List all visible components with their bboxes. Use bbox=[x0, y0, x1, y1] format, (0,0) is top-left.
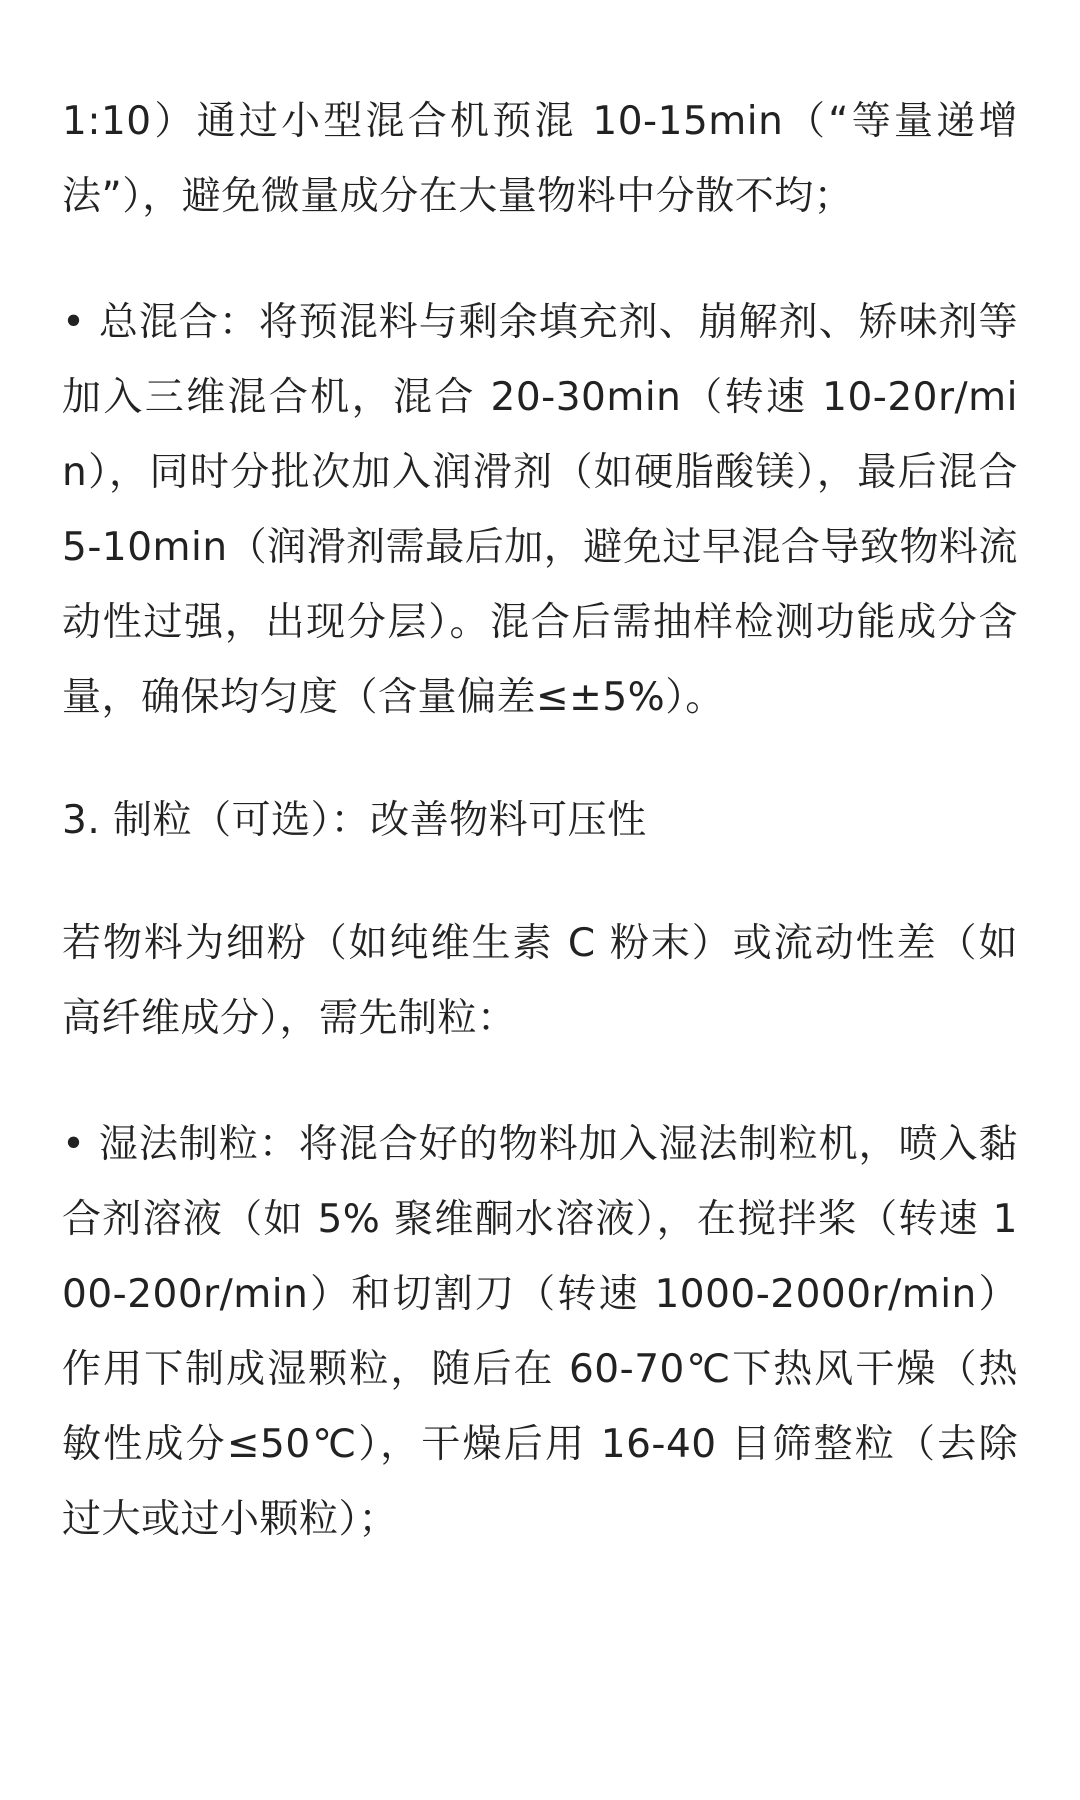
article-body bbox=[62, 84, 1018, 1557]
paragraph-granulation-intro: 若物料为细粉（如纯维生素 C 粉末）或流动性差（如高纤维成分），需先制粒： bbox=[62, 921, 1018, 1041]
paragraph-wet-granulation: • 湿法制粒：将混合好的物料加入湿法制粒机，喷入黏合剂溶液（如 5% 聚维酮水溶液），在搅拌桨（转速 100-200r/min）和切割刀（转速 1000-2000r/min）作用下制成湿颗粒，随后在 60-70℃下热风干燥（热敏性成分≤50℃），干燥后用 16-40 目筛整粒（去除过大或过小颗粒）； bbox=[62, 1122, 1018, 1542]
paragraph-premix-continuation: 1:10）通过小型混合机预混 10-15min（“等量递增法”），避免微量成分在大量物料中分散不均； bbox=[62, 99, 1018, 219]
section-heading-granulation: 3. 制粒（可选）：改善物料可压性 bbox=[62, 798, 647, 843]
paragraph-total-mixing: • 总混合：将预混料与剩余填充剂、崩解剂、矫味剂等加入三维混合机，混合 20-30min（转速 10-20r/min），同时分批次加入润滑剂（如硬脂酸镁），最后混合 5-10min（润滑剂需最后加，避免过早混合导致物料流动性过强，出现分层）。混合后需抽样检测功能成分含量，确保均匀度（含量偏差≤±5%）。 bbox=[62, 300, 1018, 720]
